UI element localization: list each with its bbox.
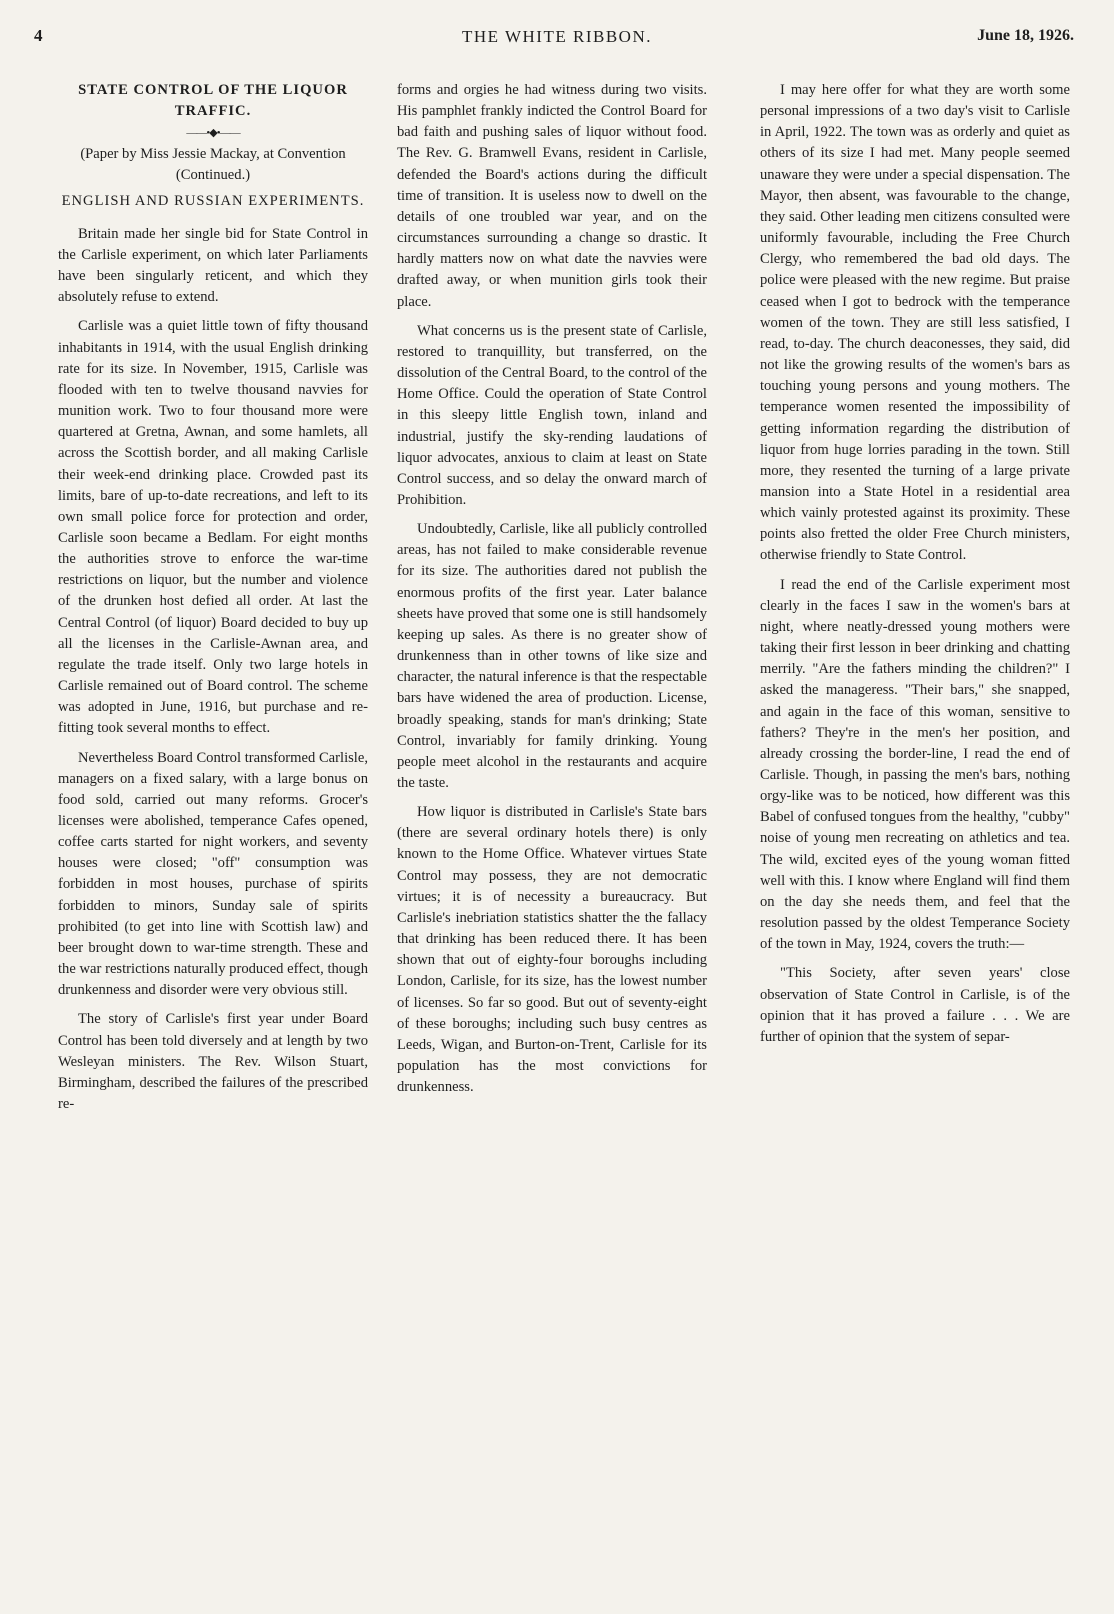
paragraph: The story of Carlisle's first year under Board Control has been told diversely and at length by two Wesleyan ministers. The Rev. Wilson Stuart, Birmingham, described the failures of the prescribed re- xyxy=(58,1011,368,1113)
paragraph: Nevertheless Board Control transformed Carlisle, managers on a fixed salary, with a large bonus on food sold, carried out many reforms. Grocer's licenses were abolished, temperance Cafes opened, coffee carts started for night workers, and seventy houses were closed; "off" consumption was forbidden in most houses, purchase of spirits forbidden to minors, Sunday sale of spirits prohibited (to get into line with Scottish law) and beer brought down to war-time strength. These and the war restrictions naturally produced effect, though drunkenness and disorder were very obvious still. xyxy=(58,749,368,999)
article-title: STATE CONTROL OF THE LIQUOR TRAFFIC. xyxy=(78,82,348,120)
publication-title: THE WHITE RIBBON. xyxy=(462,27,652,46)
column-3 xyxy=(760,80,1070,1056)
column-2 xyxy=(397,80,707,1106)
paragraph: How liquor is distributed in Carlisle's State bars (there are several ordinary hotels there) is only known to the Home Office. Whatever virtues State Control may possess, they are not democratic virtues; it is of necessity a bureaucracy. But Carlisle's inebriation statistics shatter the the fallacy that drinking has been reduced there. It has been shown that out of eighty-four boroughs including London, Carlisle, for its size, has the lowest number of licenses. So far so good. But out of seventy-eight of these boroughs; including such busy centres as Leeds, Wigan, and Burton-on-Trent, Carlisle for its population has the most convictions for drunkenness. xyxy=(397,804,707,1096)
column-1 xyxy=(58,80,368,1123)
paragraph: I may here offer for what they are worth some personal impressions of a two day's visit to Carlisle in April, 1922. The town was as orderly and quiet as others of its size I had met. Many people seemed unaware they were under a special dispensation. The Mayor, then absent, was favourable to the change, they said. Other leading men citizens consulted were uniformly favourable, including the Free Church Clergy, who remembered the bad old days. The police were pleased with the new regime. But praise ceased when I got to bedrock with the temperance women of the town. They are still less satisfied, I read, to-day. The church deaconesses, they said, did not like the growing results of the women's bars as touching young persons and young mothers. The temperance women resented the impossibility of getting information regarding the distribution of liquor from huge lorries parading in the town. Still more, they resented the turning of a large private mansion into a State Hotel in a residential area which vainly protested against its proximity. These points also fretted the older Free Church ministers, otherwise friendly to State Control. xyxy=(760,82,1070,564)
paragraph: Undoubtedly, Carlisle, like all publicly controlled areas, has not failed to make considerable revenue for its size. The authorities dared not publish the enormous profits of the first year. Later balance sheets have proved that some one is still handsomely keeping up sales. As there is no greater show of drunkenness than in other towns of like size and character, the natural inference is that the respectable bars have widened the area of production. License, broadly speaking, stands for man's drinking; State Control, invariably for family drinking. Young people meet alcohol in the restaurants and acquire the taste. xyxy=(397,521,707,791)
paragraph: Britain made her single bid for State Control in the Carlisle experiment, on which later Parliaments have been singularly reticent, and which they absolutely refuse to extend. xyxy=(58,225,368,306)
article-byline: (Paper by Miss Jessie Mackay, at Convention (Continued.) xyxy=(80,146,346,184)
paragraph: Carlisle was a quiet little town of fifty thousand inhabitants in 1914, with the usual English drinking rate for its size. In November, 1915, Carlisle was flooded with ten to twelve thousand navvies for munition work. Two to four thousand more were quartered at Gretna, Awnan, and some hamlets, all across the Scottish border, and all making Carlisle their week-end drinking place. Crowded past its limits, bare of up-to-date recreations, and left to its own small police force for protection and order, Carlisle soon became a Bedlam. For eight months the authorities strove to enforce the war-time restrictions on liquor, but the number and violence of the drunken host defied all order. At last the Central Control (of liquor) Board decided to buy up all the licenses in the Carlisle-Awnan area, and regulate the trade itself. Only two large hotels in Carlisle remained out of Board control. The scheme was adopted in June, 1916, but purchase and re-fitting took several months to effect. xyxy=(58,318,368,737)
paragraph: forms and orgies he had witness during two visits. His pamphlet frankly indicted the Control Board for bad faith and pushing sales of liquor without food. The Rev. G. Bramwell Evans, resident in Carlisle, defended the Board's actions during the difficult time of transition. It is useless now to dwell on the details of one troubled war year, and on the circumstances surrounding a change so drastic. It hardly matters now on what date the navvies were drafted away, or when munition girls took their place. xyxy=(397,82,707,310)
paragraph: What concerns us is the present state of Carlisle, restored to tranquillity, but transferred, on the dissolution of the Central Board, to the control of the Home Office. Could the operation of State Control in this sleepy little English town, inland and industrial, justify the sky-rending laudations of liquor advocates, anxious to claim at least on State Control success, and so delay the onward march of Prohibition. xyxy=(397,322,707,508)
article-subheading: ENGLISH AND RUSSIAN EXPERIMENTS. xyxy=(61,192,365,209)
issue-date: June 18, 1926. xyxy=(977,27,1074,44)
paragraph: "This Society, after seven years' close observation of State Control in Carlisle, is of the opinion that it has proved a failure . . . We are further of opinion that the system of separ- xyxy=(760,965,1070,1045)
page-number: 4 xyxy=(34,26,43,45)
paragraph: I read the end of the Carlisle experiment most clearly in the faces I saw in the women's bars at night, where neatly-dressed young mothers were taking their first lesson in beer drinking and chatting merrily. "Are the fathers minding the children?" I asked the manageress. "Their bars," she snapped, and again in the face of this woman, sensitive to fathers? They're in the men's her position, and already crossing the border-line, I read the end of Carlisle. Though, in passing the men's bars, nothing orgy-like was to be noticed, how different was this Babel of confused tongues from the healthy, "cubby" noise of young men recreating on athletics and tea. The wild, excited eyes of the young woman fitted well with this. I know where England will find them on the day she needs them, and feel that the resolution passed by the oldest Temperance Society of the town in May, 1924, covers the truth:— xyxy=(760,576,1070,953)
ornamental-rule: ——•◆•—— xyxy=(186,127,240,140)
